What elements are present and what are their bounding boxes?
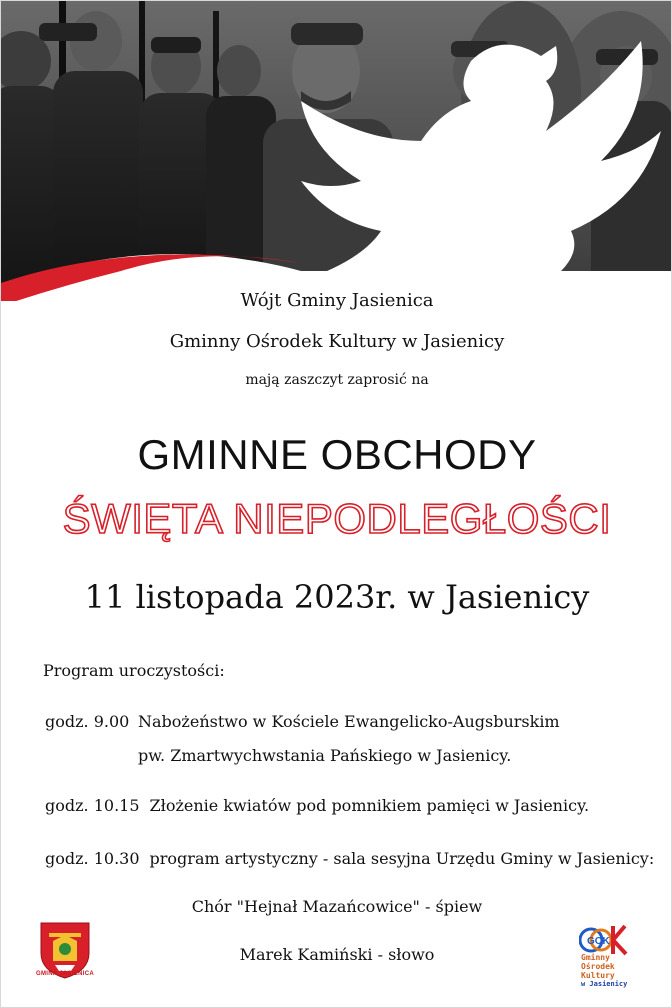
invitation-line: mają zaszczyt zaprosić na	[245, 372, 429, 388]
gok-text	[581, 953, 627, 989]
crest-caption: GMINA JASIENICA	[36, 971, 94, 977]
program-item-2-time: godz. 10.15	[45, 796, 140, 815]
performer-2: Marek Kamiński - słowo	[239, 945, 435, 964]
cultural-center-line: Gminny Ośrodek Kultury w Jasienicy	[169, 331, 505, 352]
gok-mark-icon	[579, 923, 629, 957]
program-heading: Program uroczystości:	[43, 661, 225, 680]
program-item-1-time: godz. 9.00	[45, 712, 130, 731]
program-item-3	[45, 849, 654, 868]
program-item-1-text: Nabożeństwo w Kościele Ewangelicko-Augsburskim	[138, 712, 560, 731]
program-item-3-time: godz. 10.30	[45, 849, 140, 868]
gok-line-1: Gminny	[581, 953, 610, 962]
program-item-2	[45, 796, 589, 815]
program-item-2-text: Złożenie kwiatów pod pomnikiem pamięci w Jasienicy.	[149, 796, 590, 815]
program-item-3-text: program artystyczny - sala sesyjna Urzędu Gminy w Jasienicy:	[149, 849, 655, 868]
title-line-2: ŚWIĘTA NIEPODLEGŁOŚCI	[62, 495, 612, 542]
performer-1: Chór "Hejnał Mazańcowice" - śpiew	[191, 897, 483, 916]
gok-letters: GOK	[587, 936, 610, 947]
gok-line-3: Kultury	[581, 971, 615, 980]
soldiers-photo-illustration	[1, 1, 672, 301]
event-date: 11 listopada 2023r. w Jasienicy	[84, 578, 590, 616]
program-item-1-continuation: pw. Zmartwychwstania Pańskiego w Jasienicy.	[138, 746, 512, 765]
header-photo	[1, 1, 672, 301]
title-line-1: GMINNE OBCHODY	[137, 431, 537, 478]
organizer-line: Wójt Gminy Jasienica	[240, 290, 434, 311]
gok-line-4: w Jasienicy	[581, 980, 628, 988]
gok-line-2: Ośrodek	[581, 962, 615, 971]
gok-logo	[579, 923, 639, 993]
